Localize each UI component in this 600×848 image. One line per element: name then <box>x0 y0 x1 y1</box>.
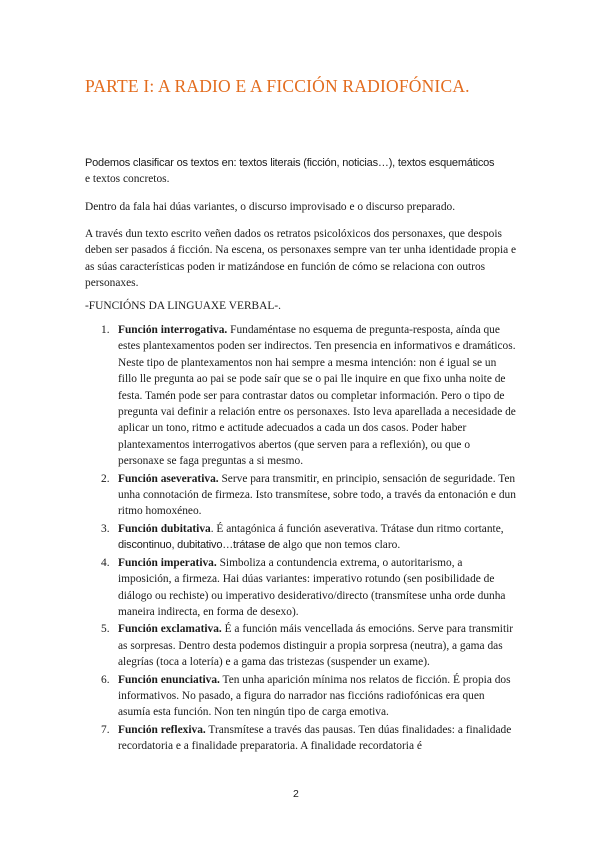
functions-list <box>85 322 517 755</box>
section-label: -FUNCIÓNS DA LINGUAXE VERBAL-. <box>85 300 281 312</box>
function-term: Función reflexiva. <box>118 723 206 736</box>
page-title: PARTE I: A RADIO E A FICCIÓN RADIOFÓNICA. <box>85 76 470 96</box>
function-description: Transmítese a través das pausas. Ten dúas finalidades: a finalidade recordatoria e a finalidade preparatoria. A finalidade recordatoria é <box>118 723 512 753</box>
paragraph-characters: A través dun texto escrito veñen dados os retratos psicolóxicos dos personaxes, que despois deben ser pasados á ficción. Na escena, os personaxes sempre van ter unha identidade propia e as súas características poden ir matizándose en función de cómo se relaciona con outros personaxes. <box>85 228 517 290</box>
list-number: 7. <box>101 723 110 736</box>
function-description: Fundaméntase no esquema de pregunta-resposta, aínda que estes plantexamentos poden ser indirectos. Ten presencia en informativos e dramáticos. Neste tipo de plantexamentos non hai sempre a mesma intención: non é igual se un fillo lle pregunta ao pai se pode saír que se o pai lle inquire en que fixo unha noite de festa. Tamén pode ser para contrastar datos ou completar información. Pero o tipo de pregunta vai definir a relación entre os personaxes. Isto leva aparellada a necesidade de aplicar un tono, ritmo e actitude adecuados a cada un dos casos. Poder haber plantexamentos interrogativos abertos (que serven para a reflexión), ou que o personaxe se faga preguntas a si mesmo. <box>118 324 516 468</box>
function-description-end: algo que non temos claro. <box>279 539 401 552</box>
list-number: 6. <box>101 673 110 686</box>
page-number: 2 <box>293 788 299 800</box>
function-term: Función dubitativa <box>118 522 211 535</box>
function-term: Función aseverativa. <box>118 472 219 485</box>
intro-serif-text: e textos concretos. <box>85 173 170 186</box>
function-description: . É antagónica á función aseverativa. Trátase dun ritmo cortante, <box>210 522 504 535</box>
function-term: Función enunciativa. <box>118 673 220 686</box>
list-item <box>85 521 517 554</box>
list-item <box>85 722 517 755</box>
list-item <box>85 672 517 721</box>
list-number: 1. <box>101 324 110 336</box>
paragraph-discourse: Dentro da fala hai dúas variantes, o discurso improvisado e o discurso preparado. <box>85 201 456 213</box>
function-term: Función exclamativa. <box>118 623 222 636</box>
function-description-sans: discontinuo, dubitativo…trátase de <box>118 539 280 552</box>
function-description: É a función máis vencellada ás emocións. Serve para transmitir as sorpresas. Dentro desta podemos distinguir a propia sorpresa (neutra), a gama das alegrías (toca a lotería) e a gama das tristezas (suspender un exame). <box>118 623 514 669</box>
list-number: 4. <box>101 556 110 569</box>
intro-sans-text: Podemos clasificar os textos en: textos literais (ficción, noticias…), textos esquemáticos <box>85 157 495 169</box>
function-description: Serve para transmitir, en principio, sensación de seguridade. Ten unha connotación de firmeza. Isto transmítese, sobre todo, a través da entonación e dun ritmo homoxéneo. <box>118 472 516 518</box>
list-number: 2. <box>101 472 110 485</box>
function-description: Ten unha aparición mínima nos relatos de ficción. É propia dos informativos. No pasado, a figura do narrador nas ficcións radiofónicas era quen asumía esta función. Non ten ningún tipo de carga emotiva. <box>118 673 511 719</box>
intro-paragraph <box>85 155 517 188</box>
list-item <box>85 322 517 470</box>
list-number: 3. <box>101 522 110 535</box>
function-term: Función interrogativa. <box>118 324 228 336</box>
list-item <box>85 621 517 670</box>
function-term: Función imperativa. <box>118 556 217 569</box>
list-item <box>85 471 517 520</box>
list-item <box>85 555 517 621</box>
function-description: Simboliza a contundencia extrema, o autoritarismo, a imposición, a firmeza. Hai dúas variantes: imperativo rotundo (sen posibilidade de diálogo ou rechiste) ou imperativo desiderativo/directo (transmítese unha orde dunha maneira indirecta, en forma de desexo). <box>118 556 506 618</box>
list-number: 5. <box>101 623 110 636</box>
